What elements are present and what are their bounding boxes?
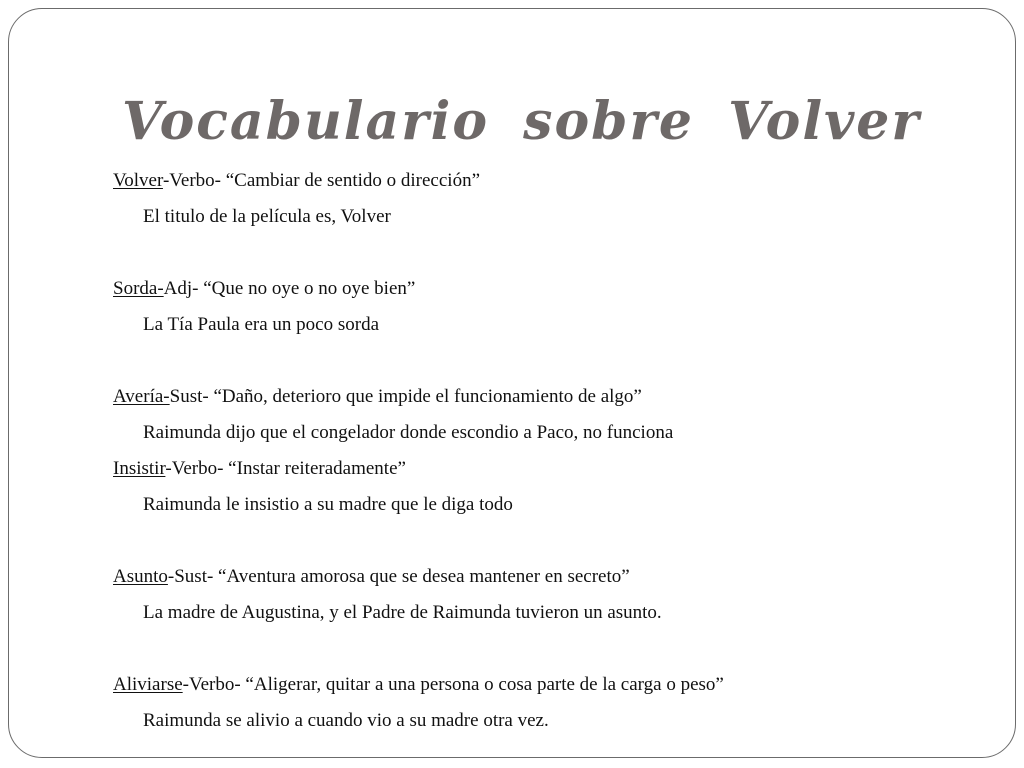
vocab-term: Avería- <box>113 386 170 407</box>
vocab-term: Insistir <box>113 458 166 479</box>
vocab-example: La madre de Augustina, y el Padre de Raimunda tuvieron un asunto. <box>143 602 662 623</box>
vocab-definition: -Verbo- “Aligerar, quitar a una persona o cosa parte de la carga o peso” <box>182 674 724 695</box>
vocab-definition: -Verbo- “Cambiar de sentido o dirección” <box>162 170 481 191</box>
vocab-entry-asunto <box>113 562 993 598</box>
vocab-entry-averia <box>113 382 993 418</box>
vocab-entry-aliviarse <box>113 670 993 706</box>
vocab-term: Asunto <box>113 566 168 587</box>
vocab-term: Aliviarse <box>113 674 183 695</box>
vocabulary-list <box>113 166 993 742</box>
spacer <box>113 238 993 274</box>
vocab-entry-insistir <box>113 454 993 490</box>
vocab-example: Raimunda se alivio a cuando vio a su madre otra vez. <box>143 710 549 731</box>
vocab-definition: -Sust- “Aventura amorosa que se desea mantener en secreto” <box>167 566 630 587</box>
vocab-example: El titulo de la película es, Volver <box>143 206 391 227</box>
vocab-term: Sorda- <box>113 278 164 299</box>
vocab-entry-sorda <box>113 274 993 310</box>
spacer <box>113 526 993 562</box>
vocab-example: La Tía Paula era un poco sorda <box>143 314 380 335</box>
vocab-definition: Sust- “Daño, deterioro que impide el funcionamiento de algo” <box>169 386 642 407</box>
vocab-definition: Adj- “Que no oye o no oye bien” <box>163 278 416 299</box>
vocab-definition: -Verbo- “Instar reiteradamente” <box>165 458 406 479</box>
vocab-term: Volver <box>113 170 163 191</box>
spacer <box>113 634 993 670</box>
spacer <box>113 346 993 382</box>
vocab-entry-volver <box>113 166 993 202</box>
slide-title: Vocabulario sobre Volver <box>122 91 921 152</box>
vocab-example: Raimunda dijo que el congelador donde escondio a Paco, no funciona <box>143 422 674 443</box>
vocab-example: Raimunda le insistio a su madre que le diga todo <box>143 494 513 515</box>
